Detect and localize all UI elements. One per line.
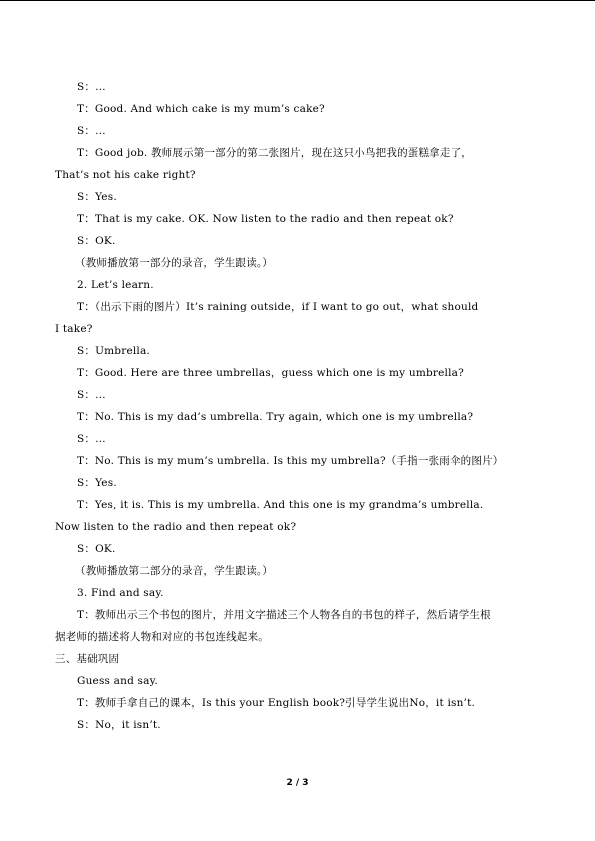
section-heading: Guess and say. — [77, 675, 158, 687]
text-line: T：Yes, it is. This is my umbrella. And this one is my grandma’s umbrella. — [77, 499, 484, 511]
text-line: T：教师手拿自己的课本，Is this your English book?引导学生说出No，it isn’t. — [77, 697, 476, 709]
text-line: T：No. This is my mum’s umbrella. Is this my umbrella?（手指一张雨伞的图片） — [77, 455, 504, 467]
text-line: S：Yes. — [77, 191, 117, 203]
text-line: S：No，it isn’t. — [77, 719, 161, 731]
text-line: S：… — [77, 389, 106, 401]
top-border-line — [0, 0, 595, 1]
text-line: T：Good job. 教师展示第一部分的第二张图片，现在这只小鸟把我的蛋糕拿走了， — [77, 147, 472, 159]
section-heading: 三、基础巩固 — [55, 653, 120, 665]
page-number: 2 / 3 — [286, 778, 309, 788]
text-line: 据老师的描述将人物和对应的书包连线起来。 — [55, 631, 269, 643]
text-line: T：Good. And which cake is my mum’s cake? — [77, 103, 325, 115]
text-line: T：Good. Here are three umbrellas，guess which one is my umbrella? — [77, 367, 464, 379]
text-line: S：… — [77, 81, 106, 93]
text-line: S：OK. — [77, 235, 116, 247]
section-heading: 3. Find and say. — [77, 587, 164, 599]
text-line: （教师播放第一部分的录音，学生跟读。） — [75, 257, 274, 269]
document-body — [55, 76, 535, 736]
text-line: （教师播放第二部分的录音，学生跟读。） — [75, 565, 274, 577]
text-line: S：… — [77, 125, 106, 137]
text-line: Now listen to the radio and then repeat ok? — [55, 521, 297, 533]
text-line: I take? — [55, 323, 93, 335]
text-line: T：（出示下雨的图片）It’s raining outside，if I want to go out，what should — [77, 301, 479, 313]
section-heading: 2. Let’s learn. — [77, 279, 154, 291]
text-line: T：That is my cake. OK. Now listen to the radio and then repeat ok? — [77, 213, 454, 225]
text-line: S：Umbrella. — [77, 345, 150, 357]
text-line: That’s not his cake right? — [55, 169, 196, 181]
text-line: T：No. This is my dad’s umbrella. Try again, which one is my umbrella? — [77, 411, 474, 423]
text-line: S：Yes. — [77, 477, 117, 489]
text-line: S：OK. — [77, 543, 116, 555]
text-line: T：教师出示三个书包的图片，并用文字描述三个人物各自的书包的样子，然后请学生根 — [77, 609, 491, 621]
text-line: S：… — [77, 433, 106, 445]
